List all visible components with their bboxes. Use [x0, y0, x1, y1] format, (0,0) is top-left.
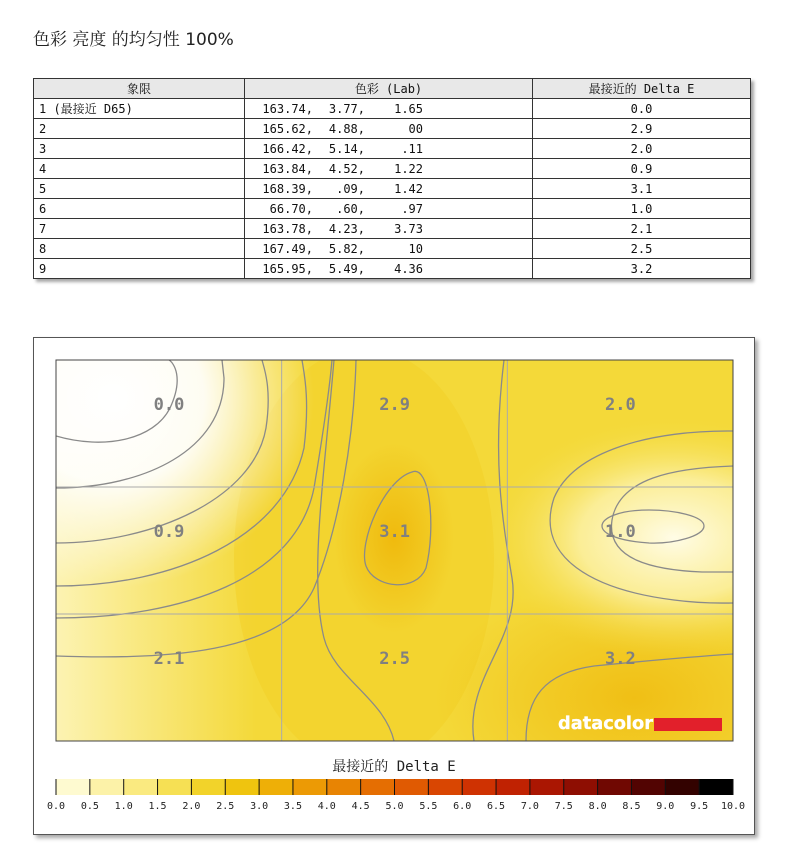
colorbar-swatch: [225, 779, 259, 795]
cell-delta-e-label: 2.0: [604, 395, 636, 415]
lab-value: .09,: [336, 181, 365, 196]
table-row: [34, 99, 751, 119]
lab-value: 66.70,: [269, 201, 313, 216]
colorbar-swatch: [124, 779, 158, 795]
colorbar-tick-label: 4.5: [351, 801, 370, 812]
lab-value: 5.82,: [328, 241, 365, 256]
quadrant-cell: 3: [34, 139, 245, 159]
lab-value: 4.36: [394, 261, 423, 276]
quadrant-cell: 9: [34, 259, 245, 279]
colorbar-tick-label: 9.5: [690, 801, 709, 812]
header-lab: 色彩 (Lab): [245, 79, 533, 99]
lab-value: 00: [408, 121, 423, 136]
delta-e-cell: 2.9: [533, 119, 751, 139]
colorbar-tick-label: 8.5: [622, 801, 641, 812]
delta-e-cell: 3.1: [533, 179, 751, 199]
lab-value: 5.49,: [328, 261, 365, 276]
quadrant-cell: 6: [34, 199, 245, 219]
colorbar-swatch: [361, 779, 395, 795]
lab-value: 168.39,: [262, 181, 313, 196]
colorbar-swatch: [327, 779, 361, 795]
colorbar-tick-label: 5.5: [419, 801, 438, 812]
table-row: [34, 259, 751, 279]
lab-value: 10: [408, 241, 423, 256]
colorbar-tick-label: 3.5: [283, 801, 302, 812]
lab-cell: [245, 239, 533, 259]
colorbar-tick-label: 3.0: [250, 801, 269, 812]
colorbar-swatch: [598, 779, 632, 795]
colorbar-tick-label: 10.0: [720, 801, 746, 812]
colorbar-tick-label: 2.5: [216, 801, 235, 812]
cell-delta-e-label: 0.9: [153, 522, 185, 542]
colorbar-tick-label: 1.0: [114, 801, 133, 812]
colorbar-swatch: [530, 779, 564, 795]
colorbar-tick-label: 0.5: [80, 801, 99, 812]
quadrant-cell: 5: [34, 179, 245, 199]
colorbar-swatch: [699, 779, 733, 795]
datacolor-logo-text: datacolor: [558, 713, 654, 734]
colorbar-swatch: [564, 779, 598, 795]
colorbar-swatch: [496, 779, 530, 795]
colorbar-tick-label: 1.5: [148, 801, 167, 812]
cell-delta-e-label: 2.1: [153, 649, 185, 669]
colorbar-tick-label: 7.5: [554, 801, 573, 812]
lab-value: 166.42,: [262, 141, 313, 156]
delta-e-cell: 1.0: [533, 199, 751, 219]
table-row: [34, 119, 751, 139]
header-delta-e: 最接近的 Delta E: [533, 79, 751, 99]
delta-e-cell: 0.9: [533, 159, 751, 179]
page-title: 色彩 亮度 的均匀性 100%: [33, 30, 234, 50]
lab-value: 5.14,: [328, 141, 365, 156]
lab-value: 165.62,: [262, 121, 313, 136]
delta-e-cell: 2.0: [533, 139, 751, 159]
colorbar-tick-label: 6.5: [487, 801, 506, 812]
table-row: [34, 139, 751, 159]
colorbar-tick-label: 8.0: [588, 801, 607, 812]
colorbar-title: 最接近的 Delta E: [332, 759, 456, 775]
colorbar-tick-label: 4.0: [317, 801, 336, 812]
colorbar-tick-label: 0.0: [46, 801, 66, 812]
quadrant-cell: 2: [34, 119, 245, 139]
lab-value: 4.88,: [328, 121, 365, 136]
lab-cell: [245, 179, 533, 199]
lab-value: .97: [401, 201, 423, 216]
table-header-row: [34, 79, 751, 99]
delta-e-cell: 0.0: [533, 99, 751, 119]
colorbar-swatch: [259, 779, 293, 795]
lab-value: 163.74,: [262, 101, 313, 116]
lab-value: 1.42: [394, 181, 423, 196]
colorbar-swatch: [90, 779, 124, 795]
colorbar-swatch: [665, 779, 699, 795]
lab-value: 163.78,: [262, 221, 313, 236]
lab-value: 1.22: [394, 161, 423, 176]
colorbar-swatch: [428, 779, 462, 795]
table-row: [34, 159, 751, 179]
lab-cell: [245, 159, 533, 179]
lab-cell: [245, 99, 533, 119]
table-row: [34, 239, 751, 259]
lab-value: 163.84,: [262, 161, 313, 176]
lab-cell: [245, 259, 533, 279]
delta-e-cell: 2.5: [533, 239, 751, 259]
colorbar-swatch: [158, 779, 192, 795]
uniformity-table-wrapper: [33, 78, 751, 279]
colorbar-tick-label: 5.0: [385, 801, 404, 812]
lab-value: 167.49,: [262, 241, 313, 256]
colorbar-swatch: [56, 779, 90, 795]
lab-cell: [245, 119, 533, 139]
cell-delta-e-label: 3.2: [604, 649, 636, 669]
colorbar-swatch: [462, 779, 496, 795]
colorbar-tick-label: 6.0: [453, 801, 472, 812]
lab-cell: [245, 219, 533, 239]
table-row: [34, 179, 751, 199]
colorbar-swatch: [191, 779, 225, 795]
quadrant-cell: 7: [34, 219, 245, 239]
colorbar: [47, 779, 745, 812]
quadrant-cell: 1 (最接近 D65): [34, 99, 245, 119]
lab-cell: [245, 139, 533, 159]
uniformity-heatmap: [34, 338, 754, 834]
table-row: [34, 219, 751, 239]
table-body: [34, 99, 751, 279]
lab-value: 3.77,: [328, 101, 365, 116]
delta-e-cell: 2.1: [533, 219, 751, 239]
chart-panel: [33, 337, 755, 835]
colorbar-swatch: [293, 779, 327, 795]
lab-value: .60,: [336, 201, 365, 216]
cell-delta-e-label: 2.9: [379, 395, 411, 415]
table-row: [34, 199, 751, 219]
datacolor-logo-bar: [654, 718, 722, 731]
lab-value: 165.95,: [262, 261, 313, 276]
colorbar-swatch: [631, 779, 665, 795]
cell-delta-e-label: 0.0: [153, 395, 185, 415]
lab-value: 4.23,: [328, 221, 365, 236]
cell-delta-e-label: 1.0: [604, 522, 636, 542]
lab-cell: [245, 199, 533, 219]
colorbar-tick-label: 9.0: [656, 801, 675, 812]
quadrant-cell: 4: [34, 159, 245, 179]
header-quadrant: 象限: [34, 79, 245, 99]
colorbar-tick-label: 7.0: [520, 801, 539, 812]
delta-e-cell: 3.2: [533, 259, 751, 279]
uniformity-table: [33, 78, 751, 279]
colorbar-swatch: [395, 779, 429, 795]
lab-value: 1.65: [394, 101, 423, 116]
cell-delta-e-label: 2.5: [379, 649, 411, 669]
lab-value: 3.73: [394, 221, 423, 236]
lab-value: .11: [401, 141, 423, 156]
quadrant-cell: 8: [34, 239, 245, 259]
colorbar-tick-label: 2.0: [182, 801, 201, 812]
cell-delta-e-label: 3.1: [379, 522, 411, 542]
lab-value: 4.52,: [328, 161, 365, 176]
